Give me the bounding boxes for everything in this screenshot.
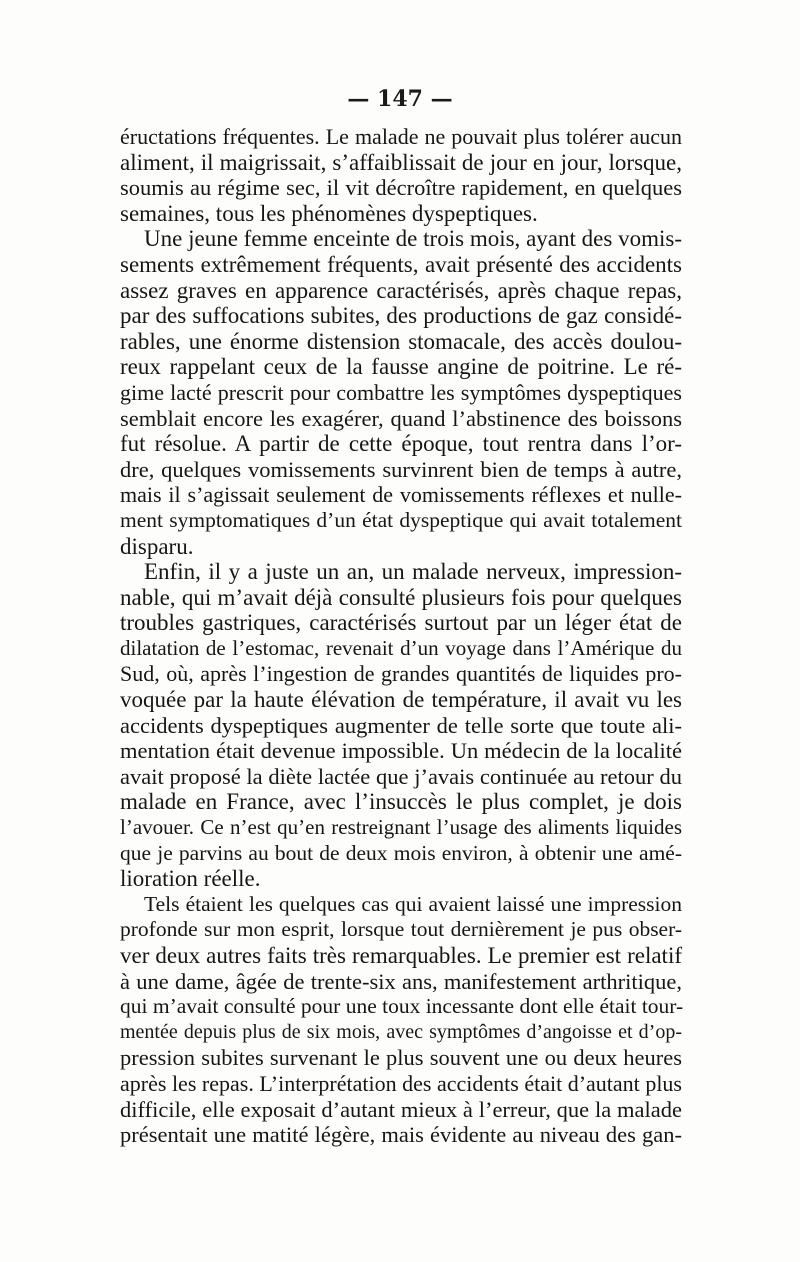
text-line: dre, quelques vomissements survinrent bien de temps à autre,	[120, 456, 682, 482]
text-line: voquée par la haute élévation de température, il avait vu les	[120, 687, 682, 713]
text-line: troubles gastriques, caractérisés surtout par un léger état de	[120, 610, 682, 636]
text-line: malade en France, avec l’insuccès le plus complet, je dois	[120, 789, 682, 815]
text-line: mentée depuis plus de six mois, avec symptômes d’angoisse et d’op-	[120, 1020, 682, 1043]
text-line: mentation était devenue impossible. Un médecin de la localité	[120, 738, 682, 764]
text-line: mais il s’agissait seulement de vomissements réflexes et nulle-	[120, 482, 682, 508]
text-line: que je parvins au bout de deux mois environ, à obtenir une amé-	[120, 840, 682, 865]
text-line: reux rappelant ceux de la fausse angine de poitrine. Le ré-	[120, 354, 682, 380]
text-line: accidents dyspeptiques augmenter de telle sorte que toute ali-	[120, 712, 682, 738]
text-line: présentait une matité légère, mais évidente au niveau des gan-	[120, 1122, 682, 1148]
text-line: ver deux autres faits très remarquables. Le premier est relatif	[120, 943, 682, 968]
text-line: par des suffocations subites, des productions de gaz considé-	[120, 303, 682, 329]
text-line: après les repas. L’interprétation des accidents était d’autant plus	[120, 1070, 682, 1096]
text-line: disparu.	[120, 533, 194, 559]
text-line: nable, qui m’avait déjà consulté plusieurs fois pour quelques	[120, 584, 682, 610]
text-line: lioration réelle.	[120, 866, 261, 892]
text-line: aliment, il maigrissait, s’affaiblissait de jour en jour, lorsque,	[120, 149, 682, 175]
text-line: Une jeune femme enceinte de trois mois, ayant des vomis-	[144, 226, 682, 252]
text-line: semblait encore les exagérer, quand l’abstinence des boissons	[120, 405, 682, 431]
text-line: rables, une énorme distension stomacale, des accès doulou-	[120, 328, 682, 354]
text-line: fut résolue. A partir de cette époque, tout rentra dans l’or-	[120, 431, 682, 457]
page-number: — 147 —	[347, 86, 453, 112]
text-line: sements extrêmement fréquents, avait présenté des accidents	[120, 251, 682, 277]
text-line: avait proposé la diète lactée que j’avais continuée au retour du	[120, 763, 682, 789]
text-line: qui m’avait consulté pour une toux incessante dont elle était tour-	[120, 994, 684, 1019]
text-line: semaines, tous les phénomènes dyspeptiques.	[120, 200, 538, 226]
text-line: ment symptomatiques d’un état dyspeptique qui avait totalement	[120, 507, 682, 532]
text-line: gime lacté prescrit pour combattre les symptômes dyspeptiques	[120, 379, 682, 405]
text-line: éructations fréquentes. Le malade ne pouvait plus tolérer aucun	[120, 124, 682, 149]
text-line: pression subites survenant le plus souvent une ou deux heures	[120, 1045, 682, 1071]
text-line: assez graves en apparence caractérisés, après chaque repas,	[120, 277, 682, 303]
text-line: Enfin, il y a juste un an, un malade nerveux, impression-	[144, 559, 682, 585]
text-line: à une dame, âgée de trente-six ans, manifestement arthritique,	[120, 968, 682, 994]
text-line: Tels étaient les quelques cas qui avaient laissé une impression	[144, 891, 682, 916]
text-line: dilatation de l’estomac, revenait d’un voyage dans l’Amérique du	[120, 635, 682, 660]
text-line: soumis au régime sec, il vit décroître rapidement, en quelques	[120, 175, 682, 201]
text-line: difficile, elle exposait d’autant mieux à l’erreur, que la malade	[120, 1096, 682, 1122]
body-text	[120, 124, 682, 1148]
text-line: l’avouer. Ce n’est qu’en restreignant l’usage des aliments liquides	[120, 815, 682, 840]
text-line: profonde sur mon esprit, lorsque tout dernièrement je pus obser-	[120, 917, 682, 942]
text-line: Sud, où, après l’ingestion de grandes quantités de liquides pro-	[120, 661, 682, 687]
